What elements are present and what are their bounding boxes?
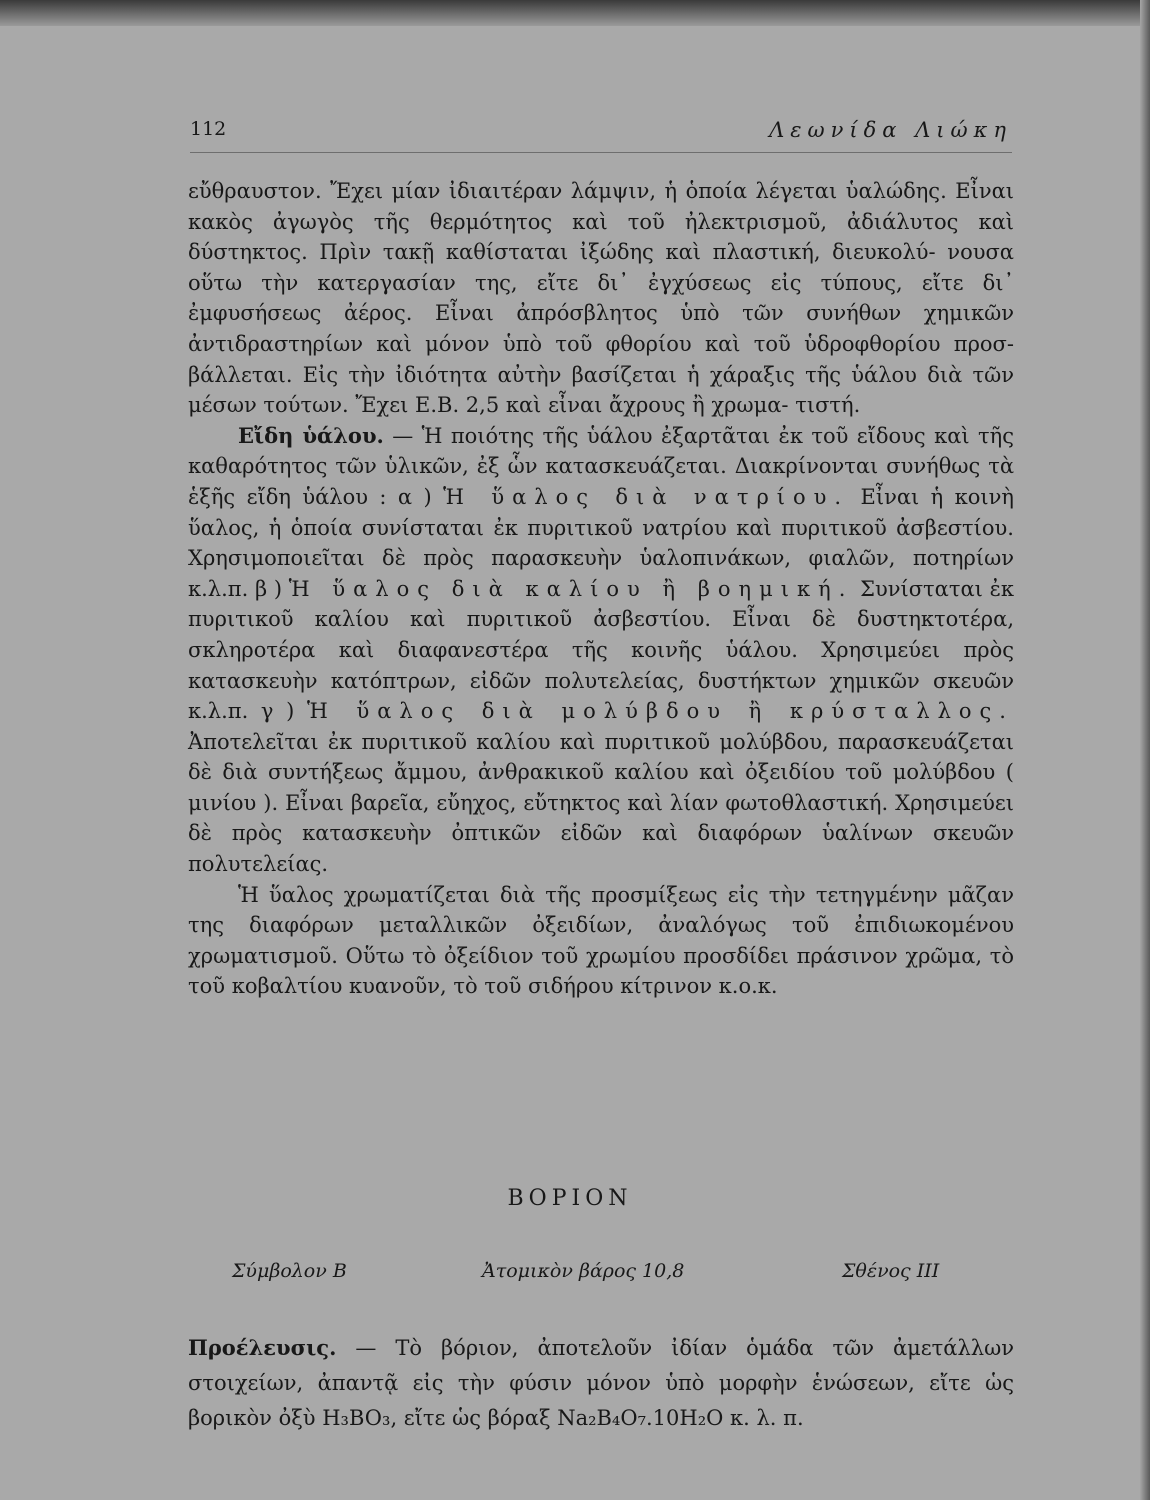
formula-borax: Na₂B₄O₇.10H₂O [557, 1406, 724, 1430]
section-title: ΒΟΡΙΟΝ [507, 1186, 633, 1211]
subheading-glass-kinds: Εἴδη ὑάλου. [238, 422, 384, 448]
element-atomic-weight: Ἀτομικὸν βάρος 10,8 [482, 1260, 685, 1282]
element-valence: Σθένος ΙΙΙ [842, 1260, 940, 1282]
scan-right-edge [1140, 0, 1150, 1500]
formula-boric-acid: H₃BO₃ [322, 1406, 391, 1430]
paragraph-glass-coloring: Ἡ ὕαλος χρωματίζεται διὰ τῆς προσμίξεως εἰς τὴν τετηγμένην μᾶζαν της διαφόρων μεταλλικῶν ὀξειδίων, ἀναλόγως τοῦ ἐπιδιωκομένου χρωματισμοῦ. Οὕτω τὸ ὀξείδιον τοῦ χρωμίου προσδίδει πράσινον χρῶμα, τὸ τοῦ κοβαλτίου κυανοῦν, τὸ τοῦ σιδήρου κίτρινον κ.ο.κ. [188, 882, 1014, 999]
scan-top-edge [0, 0, 1150, 26]
origin-text [188, 1330, 1014, 1436]
paragraph-glass-properties: εὔθραυστον. Ἔχει μίαν ἰδιαιτέραν λάμψιν, ἡ ὁποία λέγεται ὑαλώδης. Εἶναι κακὸς ἀγωγὸς τῆς θερμότητος καὶ τοῦ ἠλεκτρισμοῦ, ἀδιάλυτος καὶ δύστηκτος. Πρὶν τακῇ καθίσταται ἰξώδης καὶ πλαστική, διευκολύ- νουσα οὕτω τὴν κατεργασίαν της, εἴτε δι᾽ ἐγχύσεως εἰς τύπους, εἴτε δι᾽ ἐμφυσήσεως ἀέρος. Εἶναι ἀπρόσβλητος ὑπὸ τῶν συνήθων χημικῶν ἀντιδραστηρίων καὶ μόνον ὑπὸ τοῦ φθορίου καὶ τοῦ ὑδροφθορίου προσ- βάλλεται. Εἰς τὴν ἰδιότητα αὐτὴν βασίζεται ἡ χάραξις τῆς ὑάλου διὰ τῶν μέσων τούτων. Ἔχει Ε.Β. 2,5 καὶ εἶναι ἄχρους ἢ χρωμα- τιστή. [188, 179, 1014, 418]
paragraph-origin: Προέλευσις. — Τὸ βόριον, ἀποτελοῦν ἰδίαν ὁμάδα τῶν ἀμετάλλων στοιχείων, ἀπαντᾷ εἰς τὴν φύσιν μόνον ὑπὸ μορφὴν ἑνώσεων, εἴτε ὡς βορικὸν ὀξὺ H₃BO₃, εἴτε ὡς βόραξ Na₂B₄O₇.10H₂O κ. λ. π. [188, 1335, 1014, 1430]
paragraph-glass-kinds: Εἴδη ὑάλου. — Ἡ ποιότης τῆς ὑάλου ἐξαρτᾶται ἐκ τοῦ εἴδους καὶ τῆς καθαρότητος τῶν ὑλικῶν, ἐξ ὧν κατασκευάζεται. Διακρίνονται συνήθως τὰ ἑξῆς εἴδη ὑάλου : α ) Ἡ ὕαλος διὰ νατρίου. Εἶναι ἡ κοινὴ ὕαλος, ἡ ὁποία συνίσταται ἐκ πυριτικοῦ νατρίου καὶ πυριτικοῦ ἀσβεστίου. Χρησιμοποιεῖται δὲ πρὸς παρασκευὴν ὑαλοπινάκων, φιαλῶν, ποτηρίων κ.λ.π. β ) Ἡ ὕαλος διὰ καλίου ἢ βοημική. Συνίσταται ἐκ πυριτικοῦ καλίου καὶ πυριτικοῦ ἀσβεστίου. Εἶναι δὲ δυστηκτοτέρα, σκληροτέρα καὶ διαφανεστέρα τῆς κοινῆς ὑάλου. Χρησιμεύει πρὸς κατασκευὴν κατόπτρων, εἰδῶν πολυτελείας, δυστήκτων χημικῶν σκευῶν κ.λ.π. γ ) Ἡ ὕαλος διὰ μολύβδου ἢ κρύσταλλος. Ἀποτελεῖται ἐκ πυριτικοῦ καλίου καὶ πυριτικοῦ μολύβδου, παρασκευάζεται δὲ διὰ συντήξεως ἄμμου, ἀνθρακικοῦ καλίου καὶ ὀξειδίου τοῦ μολύβδου ( μινίου ). Εἶναι βαρεῖα, εὔηχος, εὔτηκτος καὶ λίαν φωτοθλαστική. Χρησιμεύει δὲ πρὸς κατασκευὴν ὀπτικῶν εἰδῶν καὶ διαφόρων ὑαλίνων σκευῶν πολυτελείας. [188, 422, 1015, 877]
book-page [0, 26, 1140, 1500]
subheading-origin: Προέλευσις. [188, 1335, 337, 1360]
kind-c-label: Ἡ ὕαλος διὰ μολύβδου ἢ κρύσταλλος. [306, 699, 1014, 724]
running-head [190, 112, 1012, 153]
kind-b-label: Ἡ ὕαλος διὰ καλίου ἢ βοημική. [288, 576, 854, 601]
main-text [188, 176, 1014, 1002]
kind-a-label: Ἡ ὕαλος διὰ νατρίου. [443, 484, 850, 509]
element-symbol: Σύμβολον Β [232, 1260, 347, 1282]
page-number: 112 [190, 118, 227, 140]
running-head-author: Λεωνίδα Λιώκη [769, 118, 1012, 142]
